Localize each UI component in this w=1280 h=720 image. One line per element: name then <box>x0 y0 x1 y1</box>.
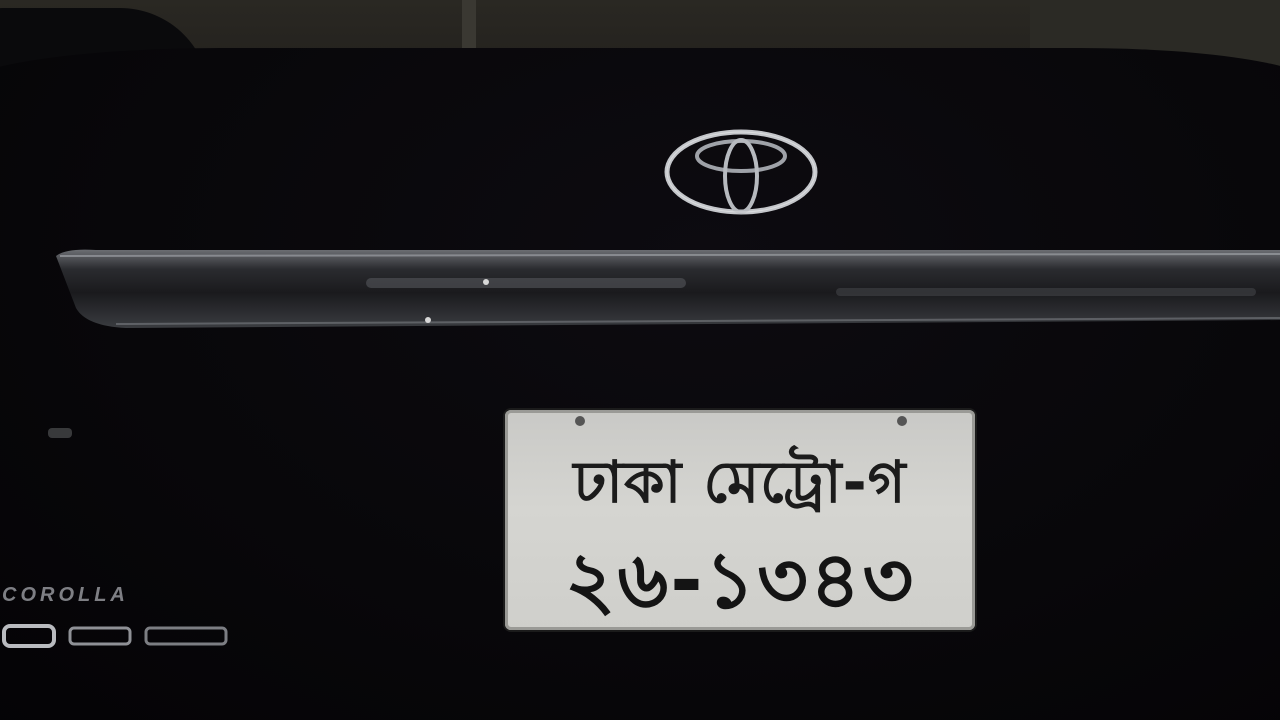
chrome-trunk-garnish <box>56 248 1280 330</box>
plate-number-text: ২৬-১৩৪৩ <box>564 536 916 626</box>
plate-bolt <box>897 416 907 426</box>
toyota-logo-icon <box>662 126 820 218</box>
trim-badge-icon <box>0 620 240 654</box>
plate-region-text: ঢাকা মেট্রো-গ <box>573 448 907 516</box>
lamp-reflection <box>48 428 72 438</box>
license-plate <box>505 410 975 630</box>
plate-bolt <box>575 416 585 426</box>
garage-pillar <box>462 0 476 48</box>
model-badge: COROLLA <box>2 584 129 606</box>
